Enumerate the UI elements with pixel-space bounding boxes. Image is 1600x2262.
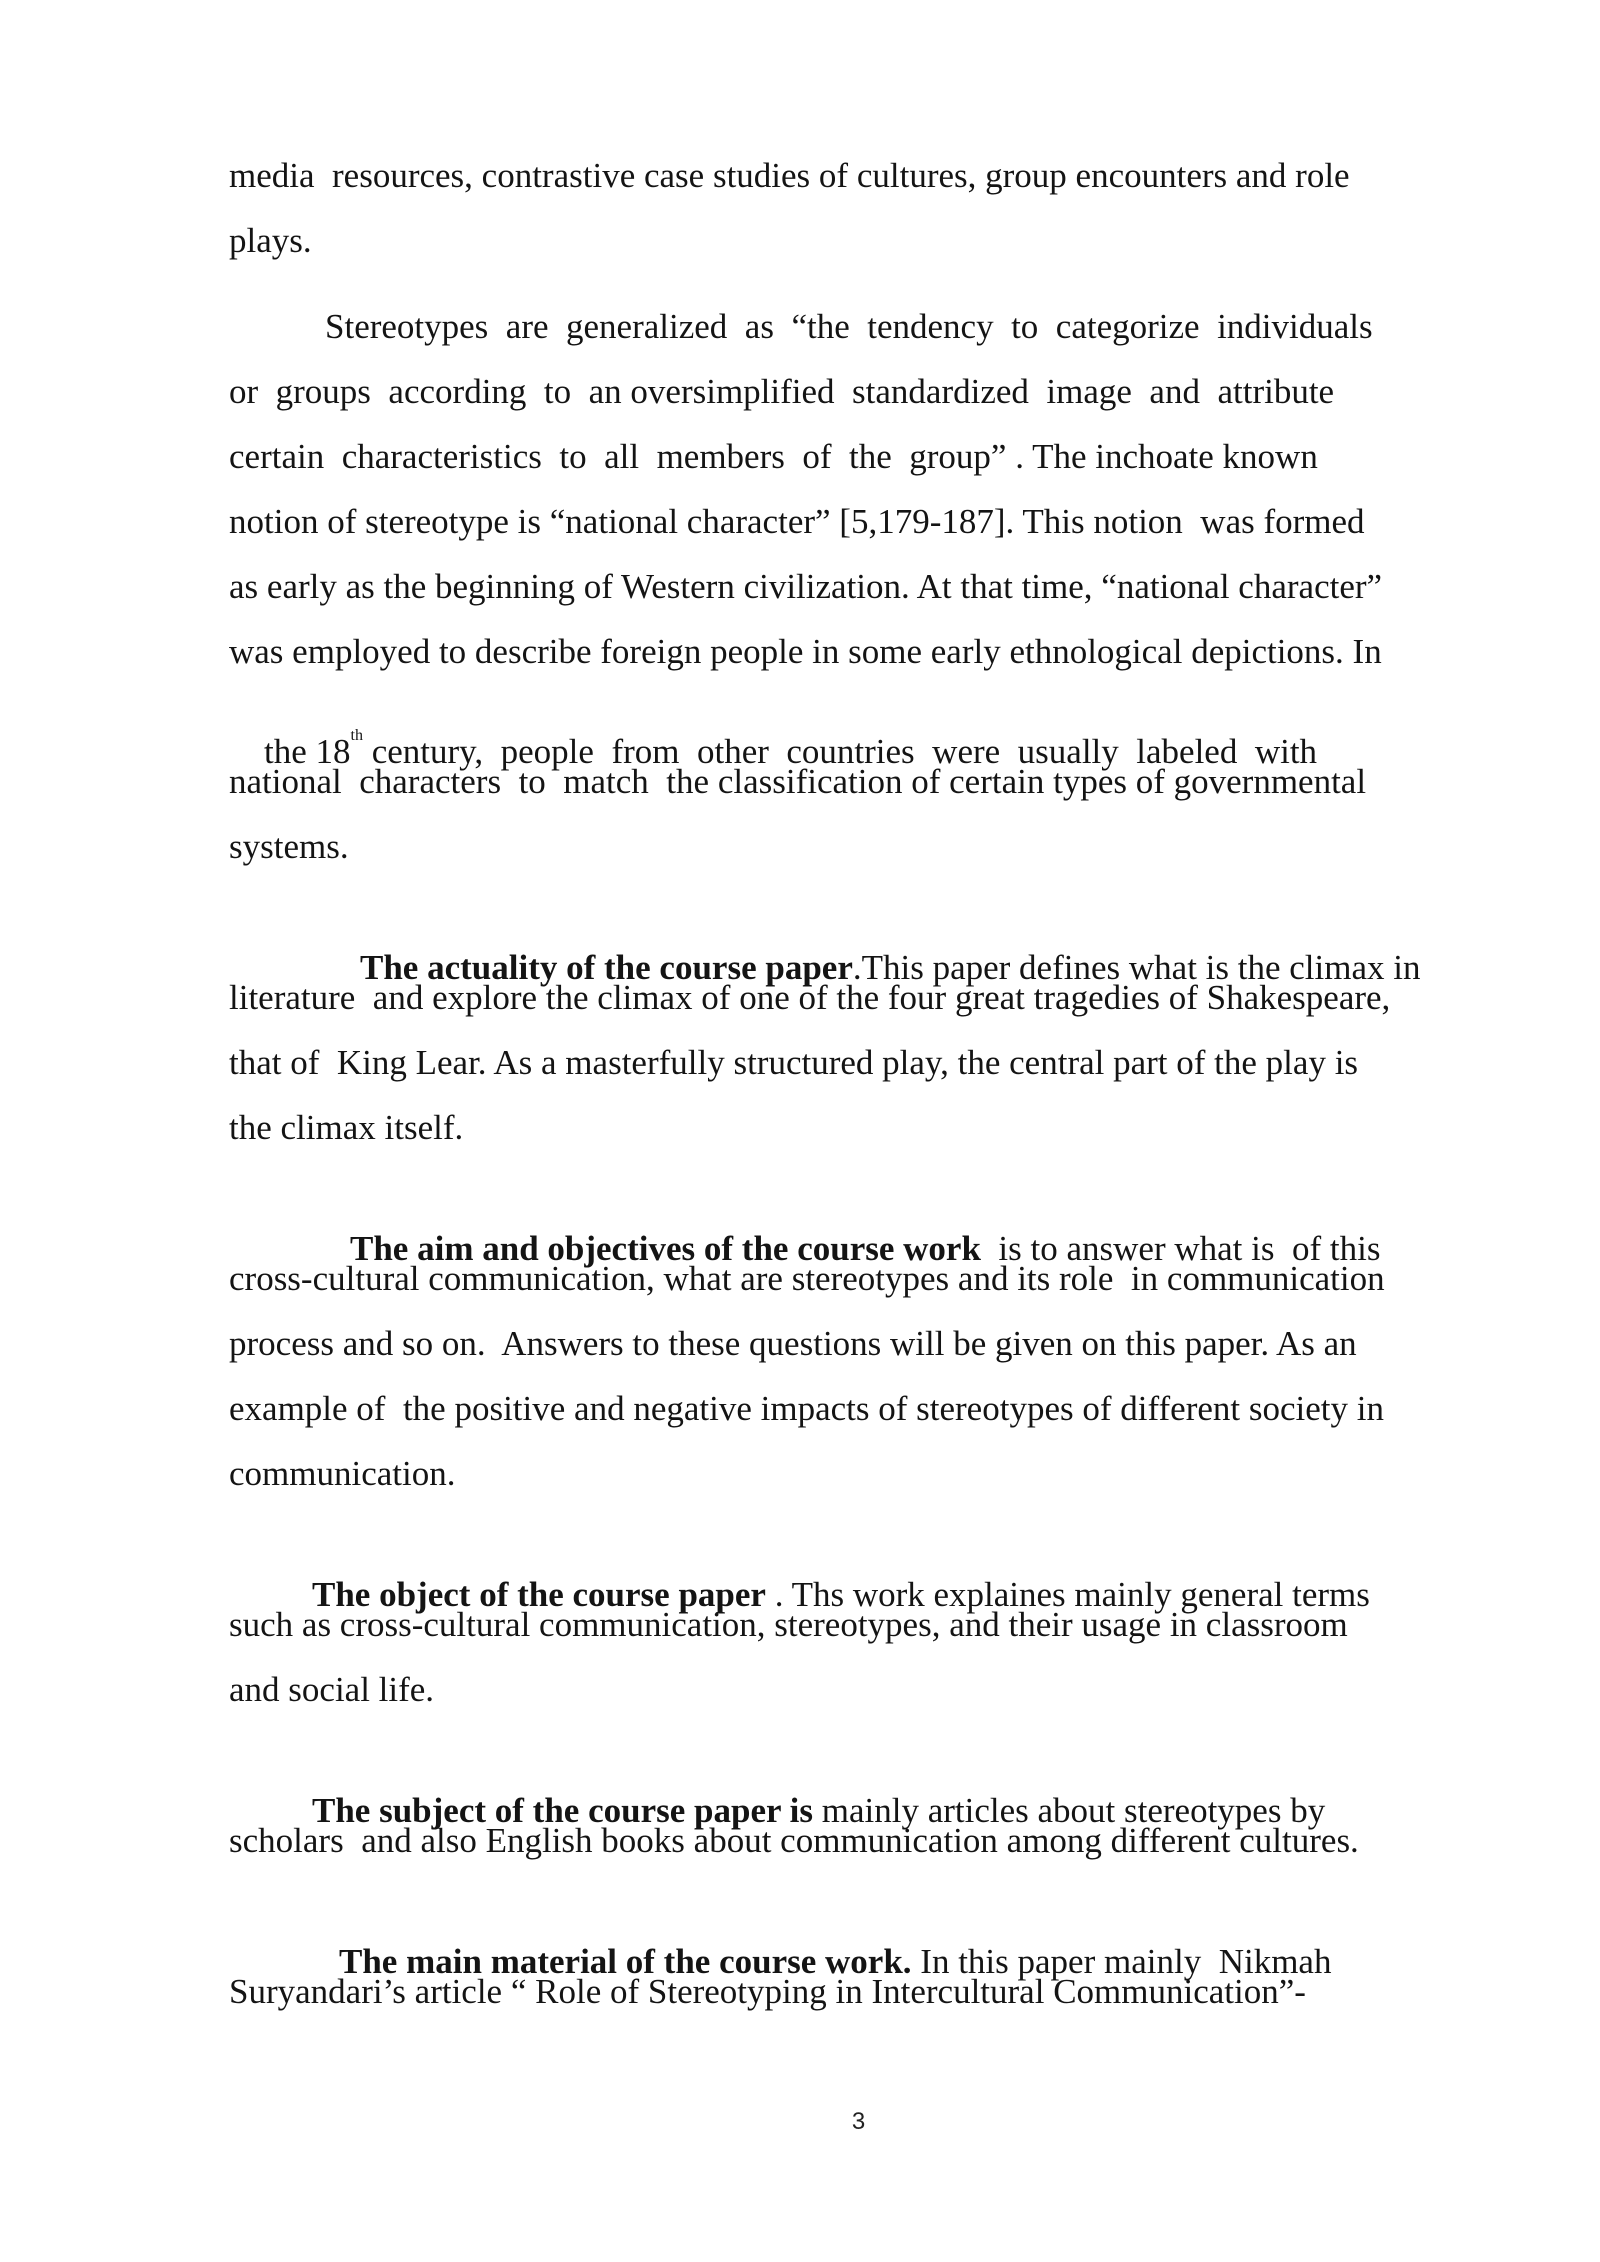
section-heading: The object of the course paper bbox=[312, 1575, 766, 1614]
text-line: media resources, contrastive case studies of cultures, group encounters and role bbox=[229, 156, 1350, 195]
text-line: notion of stereotype is “national character” [5,179-187]. This notion was formed bbox=[229, 502, 1365, 541]
text-line: communication. bbox=[229, 1454, 456, 1493]
text-line: Suryandari’s article “ Role of Stereotyping in Intercultural Communication”- bbox=[229, 1972, 1306, 2011]
text-line: Stereotypes are generalized as “the tendency to categorize individuals bbox=[325, 307, 1373, 346]
text-fragment: In this paper mainly Nikmah bbox=[911, 1942, 1332, 1981]
text-line: certain characteristics to all members of the group” . The inchoate known bbox=[229, 437, 1318, 476]
section-heading: The main material of the course work. bbox=[339, 1942, 912, 1981]
text-fragment: the 18 bbox=[264, 732, 351, 771]
text-line: example of the positive and negative impacts of stereotypes of different society in bbox=[229, 1389, 1384, 1428]
text-fragment: century, people from other countries were usually labeled with bbox=[362, 732, 1318, 771]
superscript: th bbox=[350, 727, 363, 744]
page-number: 3 bbox=[851, 2108, 866, 2135]
text-line: process and so on. Answers to these questions will be given on this paper. As an bbox=[229, 1324, 1357, 1363]
text-line: plays. bbox=[229, 221, 312, 260]
section-heading: The subject of the course paper is bbox=[312, 1791, 813, 1830]
text-line: scholars and also English books about communication among different cultures. bbox=[229, 1821, 1359, 1860]
text-fragment: mainly articles about stereotypes by bbox=[813, 1791, 1326, 1830]
section-heading: The actuality of the course paper bbox=[360, 948, 853, 987]
text-line: national characters to match the classification of certain types of governmental bbox=[229, 762, 1367, 801]
text-fragment: .This paper defines what is the climax in bbox=[852, 948, 1421, 987]
section-heading: The aim and objectives of the course work bbox=[350, 1229, 981, 1268]
text-line: as early as the beginning of Western civilization. At that time, “national character” bbox=[229, 567, 1383, 606]
text-line: was employed to describe foreign people in some early ethnological depictions. In bbox=[229, 632, 1382, 671]
text-line: that of King Lear. As a masterfully structured play, the central part of the play is bbox=[229, 1043, 1359, 1082]
text-line: and social life. bbox=[229, 1670, 435, 1709]
text-fragment: . Ths work explaines mainly general terms bbox=[765, 1575, 1370, 1614]
text-fragment: is to answer what is of this bbox=[980, 1229, 1381, 1268]
text-line: cross-cultural communication, what are stereotypes and its role in communication bbox=[229, 1259, 1385, 1298]
text-line: the climax itself. bbox=[229, 1108, 464, 1147]
text-line: literature and explore the climax of one of the four great tragedies of Shakespeare, bbox=[229, 978, 1391, 1017]
text-line: systems. bbox=[229, 827, 349, 866]
text-line: such as cross-cultural communication, stereotypes, and their usage in classroom bbox=[229, 1605, 1348, 1644]
text-line: or groups according to an oversimplified standardized image and attribute bbox=[229, 372, 1335, 411]
